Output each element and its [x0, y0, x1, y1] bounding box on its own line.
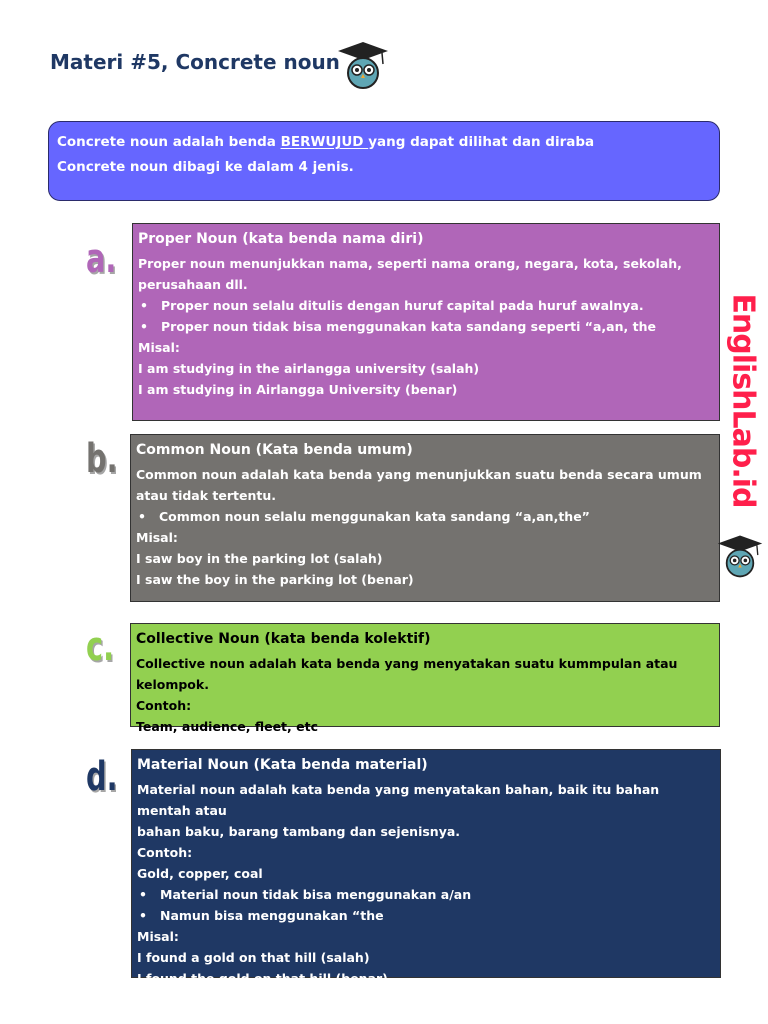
section-title: Proper Noun (kata benda nama diri): [138, 231, 424, 247]
section-material-noun: [131, 749, 721, 986]
example-text: I found the gold on that hill (benar): [137, 971, 388, 986]
section-letter-c: c.: [86, 624, 115, 670]
bullet-item: • Proper noun tidak bisa menggunakan kata sandang seperti “a,an, the: [138, 316, 714, 337]
bullet-item: • Common noun selalu menggunakan kata sandang “a,an,the”: [136, 506, 714, 527]
section-title: Common Noun (Kata benda umum): [136, 442, 413, 458]
section-text: bahan baku, barang tambang dan sejenisnya.: [137, 824, 461, 839]
section-text: Collective noun adalah kata benda yang menyatakan suatu kummpulan atau kelompok.: [136, 656, 678, 692]
page-title: Materi #5, Concrete noun: [50, 50, 340, 74]
example-text: I am studying in Airlangga University (benar): [138, 382, 458, 397]
example-text: Team, audience, fleet, etc: [136, 719, 318, 734]
example-text: I found a gold on that hill (salah): [137, 950, 370, 965]
intro-box: [48, 121, 720, 201]
intro-text: Concrete noun adalah benda: [57, 134, 281, 150]
section-text: Material noun adalah kata benda yang menyatakan bahan, baik itu bahan mentah atau: [137, 782, 660, 818]
section-text: Proper noun menunjukkan nama, seperti nama orang, negara, kota, sekolah,: [138, 256, 682, 271]
example-text: Gold, copper, coal: [137, 866, 263, 881]
brand-logo: [722, 283, 764, 523]
section-common-noun: [130, 434, 720, 602]
section-letter-b: b.: [86, 436, 118, 482]
section-title: Material Noun (Kata benda material): [137, 757, 428, 773]
intro-emphasis: BERWUJUD: [280, 134, 369, 150]
section-letter-d: d.: [86, 754, 118, 800]
example-label: Misal:: [136, 530, 178, 545]
section-text: perusahaan dll.: [138, 277, 248, 292]
section-text: atau tidak tertentu.: [136, 488, 276, 503]
example-label: Contoh:: [136, 698, 192, 713]
intro-line-2: Concrete noun dibagi ke dalam 4 jenis.: [57, 159, 354, 175]
brand-logo-text: EnglishLab.id: [725, 293, 761, 508]
section-title: Collective Noun (kata benda kolektif): [136, 631, 431, 647]
graduation-owl-icon: [716, 533, 764, 579]
section-text: Common noun adalah kata benda yang menunjukkan suatu benda secara umum: [136, 467, 702, 482]
bullet-item: • Namun bisa menggunakan “the: [137, 905, 715, 926]
section-proper-noun: [132, 223, 720, 421]
graduation-owl-icon: [336, 40, 390, 90]
intro-text-suffix: yang dapat dilihat dan diraba: [368, 134, 595, 150]
example-text: I saw the boy in the parking lot (benar): [136, 572, 414, 587]
example-text: I saw boy in the parking lot (salah): [136, 551, 383, 566]
bullet-item: • Proper noun selalu ditulis dengan huruf capital pada huruf awalnya.: [138, 295, 714, 316]
example-label: Contoh:: [137, 845, 193, 860]
bullet-item: • Material noun tidak bisa menggunakan a/an: [137, 884, 715, 905]
section-letter-a: a.: [86, 236, 117, 282]
example-label: Misal:: [137, 929, 179, 944]
example-text: I am studying in the airlangga university (salah): [138, 361, 480, 376]
intro-line-1: [57, 130, 711, 155]
section-collective-noun: [130, 623, 720, 734]
example-label: Misal:: [138, 340, 180, 355]
